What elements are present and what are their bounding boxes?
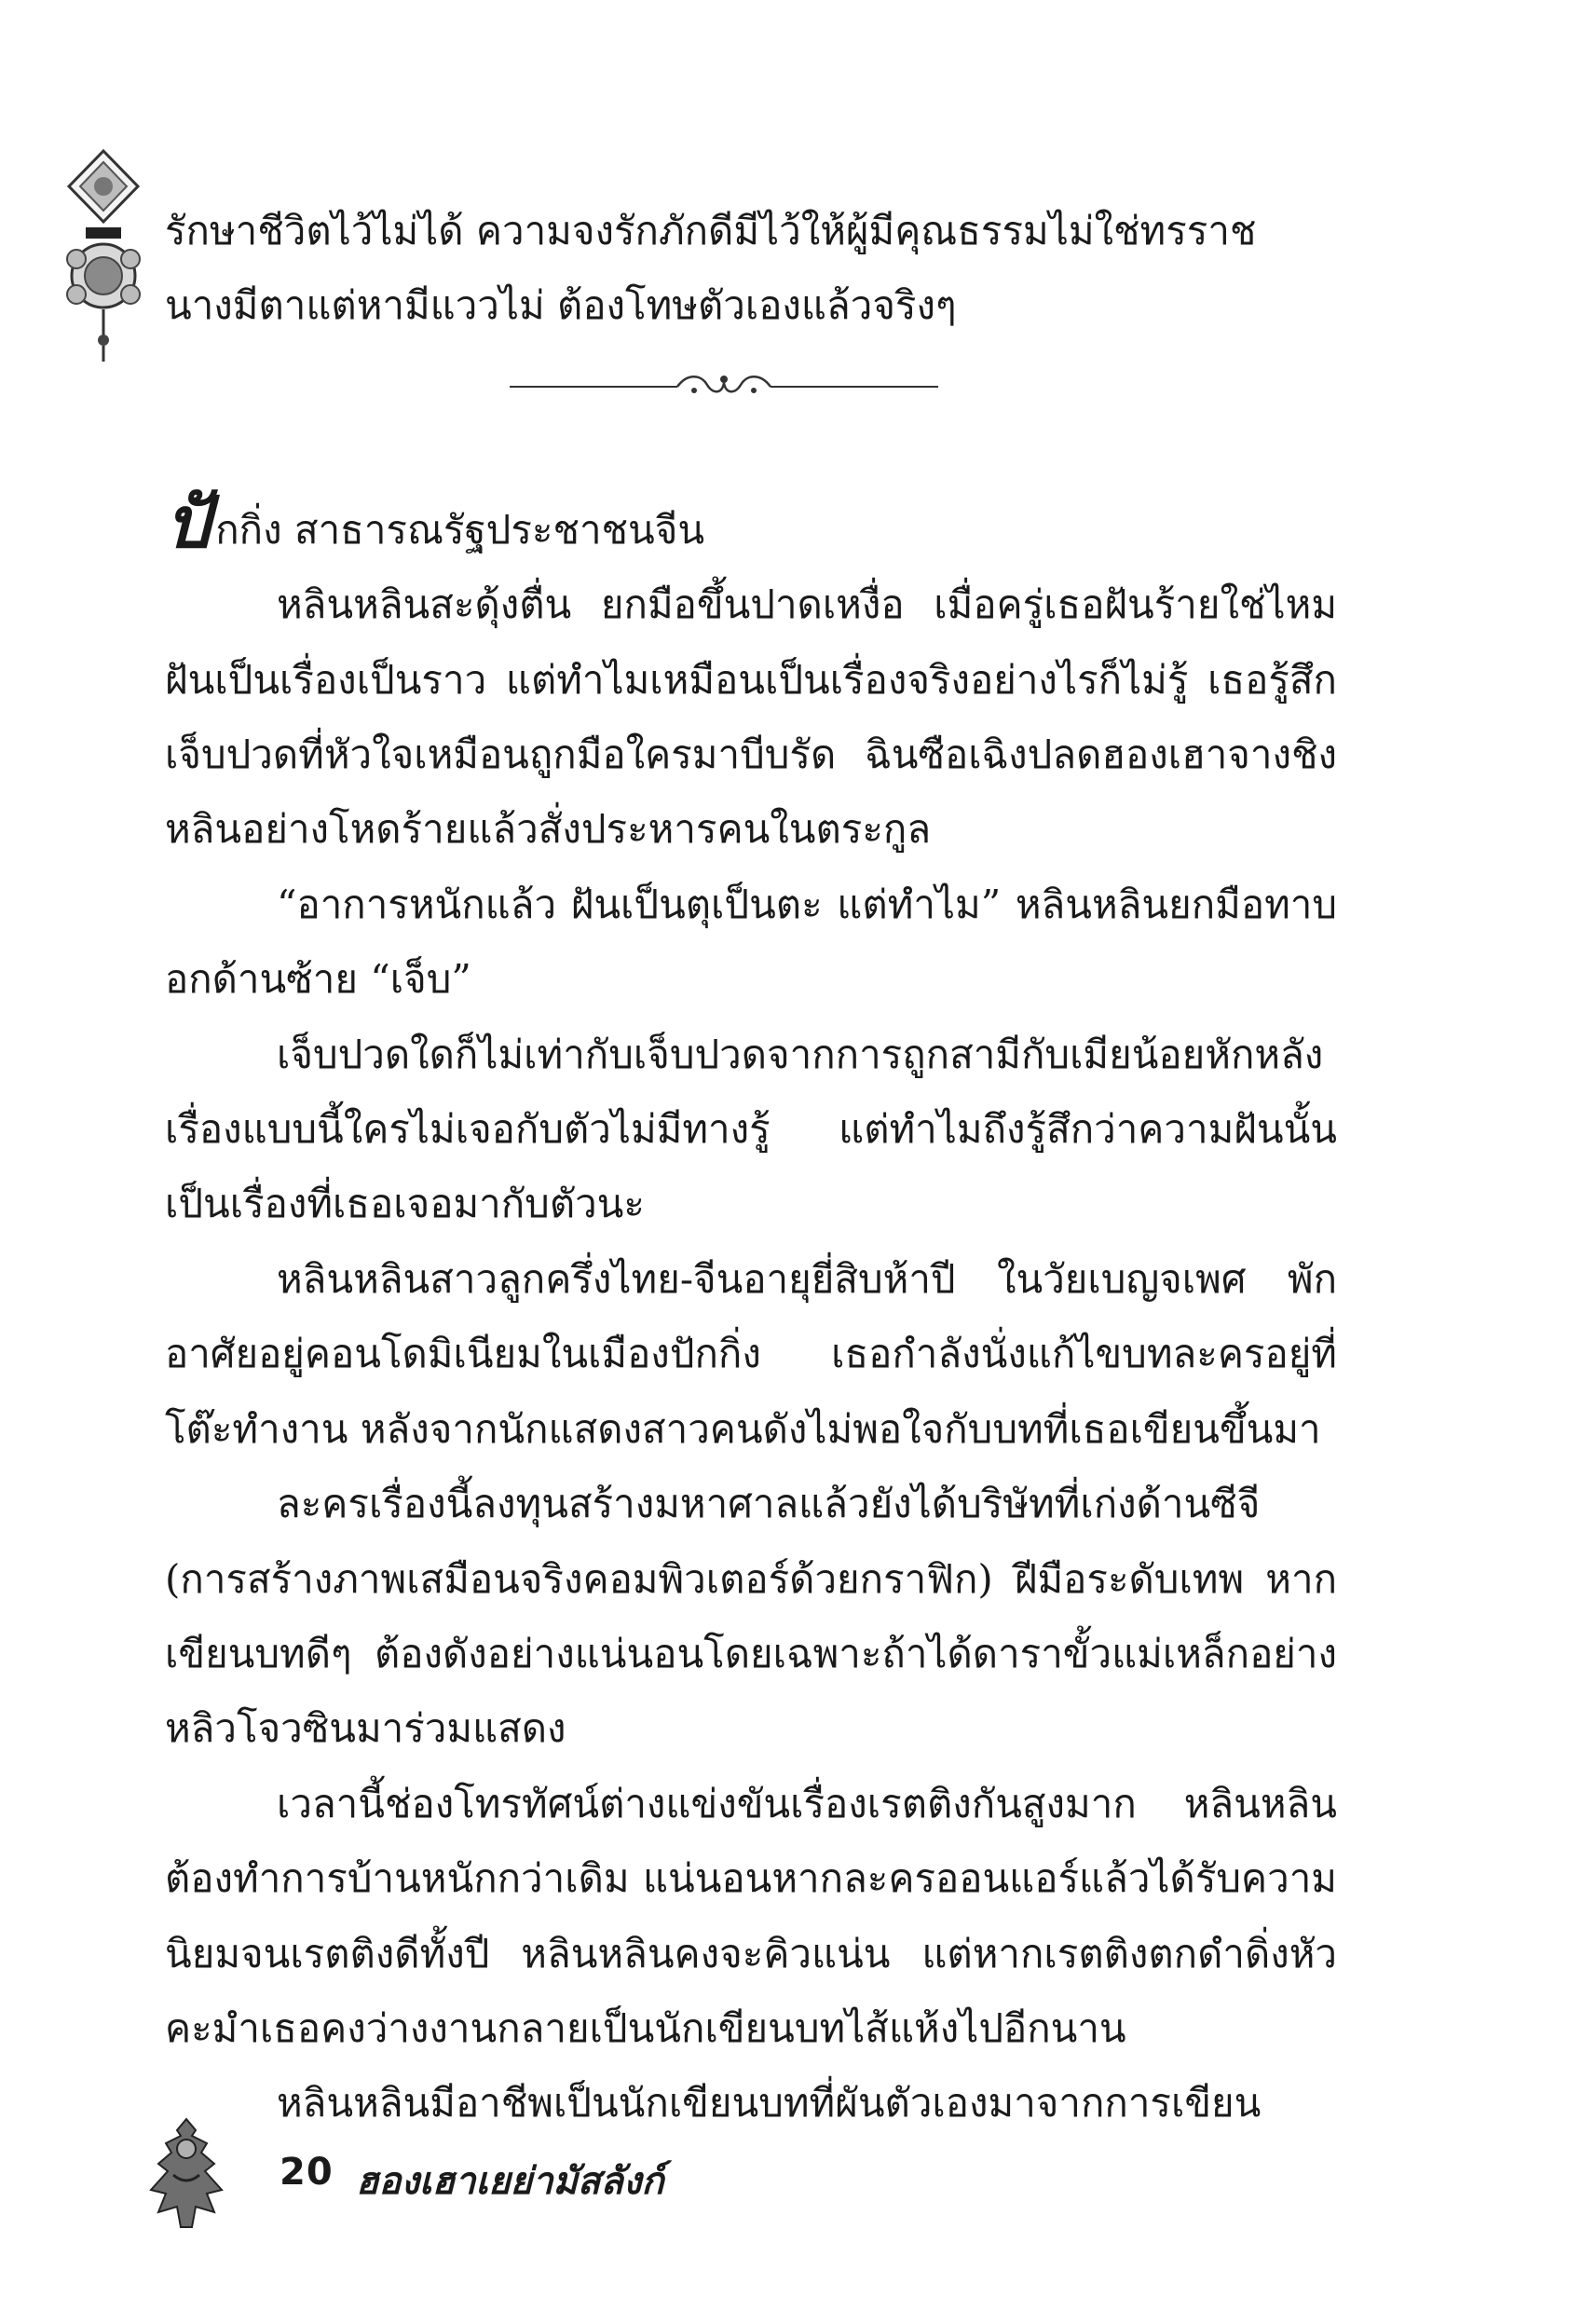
paragraph: เวลานี้ช่องโทรทัศน์ต่างแข่งขันเรื่องเรตติงกันสูงมาก หลินหลินต้องทำการบ้านหนักกว่าเดิม แน่นอนหากละครออนแอร์แล้วได้รับความนิยมจนเรตติงดีทั้งปี หลินหลินคงจะคิวแน่น แต่หากเรตติงตกดำดิ่งหัวคะมำเธอคงว่างงานกลายเป็นนักเขียนบทไส้แห้งไปอีกนาน bbox=[165, 1780, 1337, 2051]
paragraph: เจ็บปวดใดก็ไม่เท่ากับเจ็บปวดจากการถูกสามีกับเมียน้อยหักหลัง เรื่องแบบนี้ใครไม่เจอกับตัวไม่มีทางรู้ แต่ทำไมถึงรู้สึกว่าความฝันนั้นเป็นเรื่องที่เธอเจอมากับตัวนะ bbox=[165, 1031, 1337, 1227]
paragraph: หลินหลินสะดุ้งตื่น ยกมือขึ้นปาดเหงื่อ เมื่อครู่เธอฝันร้ายใช่ไหม ฝันเป็นเรื่องเป็นราว แต่ทำไมเหมือนเป็นเรื่องจริงอย่างไรก็ไม่รู้ เธอรู้สึกเจ็บปวดที่หัวใจเหมือนถูกมือใครมาบีบรัด ฉินซือเฉิงปลดฮองเฮาจางชิงหลินอย่างโหดร้ายแล้วสั่งประหารคนในตระกูล bbox=[165, 581, 1337, 853]
top-paragraph bbox=[165, 194, 1337, 344]
chapter-opening bbox=[165, 480, 1337, 567]
paragraph: “อาการหนักแล้ว ฝันเป็นตุเป็นตะ แต่ทำไม” หลินหลินยกมือทาบอกด้านซ้าย “เจ็บ” bbox=[165, 881, 1337, 1003]
top-paragraph-line: รักษาชีวิตไว้ไม่ได้ ความจงรักภักดีมีไว้ให้ผู้มีคุณธรรมไม่ใช่ทรราช bbox=[165, 208, 1257, 253]
running-title: ฮองเฮาเยย่ามัสลังก์ bbox=[356, 2160, 664, 2203]
corner-ornament-icon bbox=[58, 149, 149, 363]
flourish-divider-icon bbox=[510, 366, 938, 403]
drop-cap: ปั bbox=[165, 480, 211, 564]
body-text bbox=[165, 194, 1337, 2141]
section-divider bbox=[165, 344, 1337, 493]
chapter-opening-text: กกิ่ง สาธารณรัฐประชาชนจีน bbox=[215, 506, 705, 553]
paragraph: หลินหลินมีอาชีพเป็นนักเขียนบทที่ผันตัวเองมาจากการเขียน bbox=[277, 2080, 1262, 2126]
paragraph: หลินหลินสาวลูกครึ่งไทย-จีนอายุยี่สิบห้าปี ในวัยเบญจเพศ พักอาศัยอยู่คอนโดมิเนียมในเมืองปักกิ่ง เธอกำลังนั่งแก้ไขบทละครอยู่ที่โต๊ะทำงาน หลังจากนักแสดงสาวคนดังไม่พอใจกับบทที่เธอเขียนขึ้นมา bbox=[165, 1255, 1337, 1452]
page-footer bbox=[140, 2115, 792, 2236]
top-paragraph-line: นางมีตาแต่หามีแววไม่ ต้องโทษตัวเองแล้วจริงๆ bbox=[165, 282, 957, 329]
warrior-figure-icon bbox=[140, 2115, 233, 2232]
paragraph: ละครเรื่องนี้ลงทุนสร้างมหาศาลแล้วยังได้บริษัทที่เก่งด้านซีจี (การสร้างภาพเสมือนจริงคอมพิวเตอร์ด้วยกราฟิก) ฝีมือระดับเทพ หากเขียนบทดีๆ ต้องดังอย่างแน่นอนโดยเฉพาะถ้าได้ดาราขั้วแม่เหล็กอย่างหลิวโจวซินมาร่วมแสดง bbox=[165, 1481, 1337, 1752]
page-number: 20 bbox=[280, 2151, 334, 2194]
